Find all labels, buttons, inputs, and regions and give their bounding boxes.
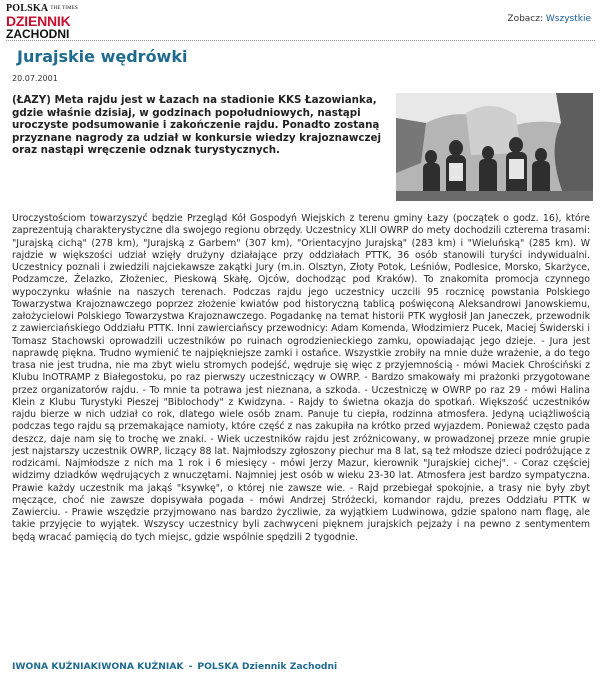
article-photo: [396, 93, 593, 201]
logo-line-dziennik: DZIENNIK: [6, 13, 71, 29]
byline-source: POLSKA Dziennik Zachodni: [197, 661, 338, 672]
logo-line-polska: POLSKA $^{THE TIMES}$: [6, 3, 79, 14]
article-lead: (ŁAZY) Meta rajdu jest w Łazach na stadionie KKS Łazowianka, gdzie właśnie dzisiaj, w godzinach popołudniowych, nastąpi uroczyste podsumowanie i zakończenie rajdu. Ponadto zostaną przyznane nagrody za udział w konkursie wiedzy krajoznawczej oraz nastąpi wręczenie odznak turystycznych.: [12, 94, 382, 156]
see-all-link[interactable]: Wszystkie: [545, 14, 591, 24]
see-also: [507, 14, 591, 24]
logo-line-zachodni: ZACHODNI: [6, 27, 70, 41]
see-also-label: Zobacz:: [507, 14, 544, 24]
newspaper-logo[interactable]: [6, 4, 98, 42]
byline-author: IWONA KUŹNIAKIWONA KUŹNIAK: [12, 661, 184, 672]
header-divider: [6, 40, 595, 41]
article-body: Uroczystościom towarzyszyć będzie Przegląd Kół Gospodyń Wiejskich z terenu gminy Łazy (początek o godz. 16), które zaprezentują charakterystyczne dla swojego regionu obrzędy. Uczestnicy XLII OWRP do mety dochodzili czterema trasami: "Jurajską cichą" (278 km), "Jurajską z Garbem" (307 km), "Orientacyjno Jurajską" (283 km) i "Wieluńską" (285 km). W rajdzie w większości udział wzięły drużyny działające przy oddziałach PTTK, 36 osób stanowili turyści indywidualni. Uczestnicy poznali i zwiedzili najciekawsze zakątki Jury (m.in. Olsztyn, Złoty Potok, Leśniów, Podlesice, Morsko, Skarżyce, Podzamcze, Żelazko, Złożeniec, Pieskową Skałę, Ojców, dochodząc pod Kraków). To znakomita promocja czynnego wypoczynku właśnie na naszych terenach. Podczas rajdu jego uczestnicy uczcili 95 rocznicę powstania Polskiego Towarzystwa Krajoznawczego poprzez złożenie kwiatów pod historyczną tablicą poświęconą Aleksandrowi Janowskiemu, założycielowi Polskiego Towarzystwa Krajoznawczego. Pogadankę na temat historii PTK wygłosił Jan Janeczek, przewodnik z zawierciańskiego Oddziału PTTK. Inni zawierciańscy przewodnicy: Adam Komenda, Włodzimierz Pucek, Maciej Świderski i Tomasz Stachowski oprowadzili uczestników po ruinach ogrodzienieckiego zamku, opowiadając jego dzieje. - Jura jest naprawdę piękna. Trudno wymienić te najpiękniejsze zamki i ostańce. Wszystkie zrobiły na mnie duże wrażenie, a do tego trasa nie jest trudna, nie ma zbyt wielu stromych podejść, wędruje się więc z przyjemnością - mówi Maciek Chrościński z Klubu InOTRAMP z Białegostoku, po raz pierwszy uczestniczący w OWRP. - Bardzo smakowały mi prażonki przygotowane przez organizatorów rajdu. - To mnie ta potrawa jest nieznana, a szkoda. - Uczestniczę w OWRP po raz 29 - mówi Halina Klein z Klubu Turystyki Pieszej "Biblochody" z Kwidzyna. - Rajdy to świetna okazja do spotkań. Większość uczestników rajdu bierze w nich udział co rok, dlatego wiele osób znam. Panuje tu ciepła, rodzinna atmosfera. Jedyną uciążliwością podczas tego rajdu są przemakające namioty, które część z nas zakupiła na krótko przed wyjazdem. Ponieważ często pada deszcz, daje nam się to trochę we znaki. - Wiek uczestników rajdu jest zróżnicowany, w prowadzonej przeze mnie grupie jest najstarszy uczestnik OWRP, liczący 88 lat. Najmłodszy zgłoszony piechur ma 8 lat, są też młodsze dzieci podróżujące z rodzicami. Najmłodsze z nich ma 1 rok i 6 miesięcy - mówi Jerzy Mazur, kierownik "Jurajskiej cichej". - Coraz częściej widzimy dziadków wędrujących z wnuczętami. Najmniej jest osób w wieku 23-30 lat. Atmosfera jest bardzo sympatyczna. Prawie każdy uczestnik ma jakąś "ksywkę", o której nie zawsze wie. - Rajd przebiegał spokojnie, a trasy nie były zbyt męczące, choć nie zawsze dopisywała pogada - mówi Andrzej Stróżecki, komandor rajdu, prezes Oddziału PTTK w Zawierciu. - Prawie wszędzie przyjmowano nas bardzo życzliwie, za wyjątkiem Ludwinowa, gdzie spalono nam flagę, ale takie przyjęcie to wyjątek. Wszyscy uczestnicy byli zachwyceni pięknem jurajskich pejzaży i na pewno z sentymentem będą wracać pamięcią do tych miejsc, gdzie wspólnie spędzili 2 tygodnie.: [12, 213, 590, 543]
byline-separator: -: [188, 661, 193, 672]
article-title: Jurajskie wędrówki: [17, 47, 188, 66]
article-byline: [12, 661, 337, 672]
article-date: 20.07.2001: [12, 74, 58, 83]
